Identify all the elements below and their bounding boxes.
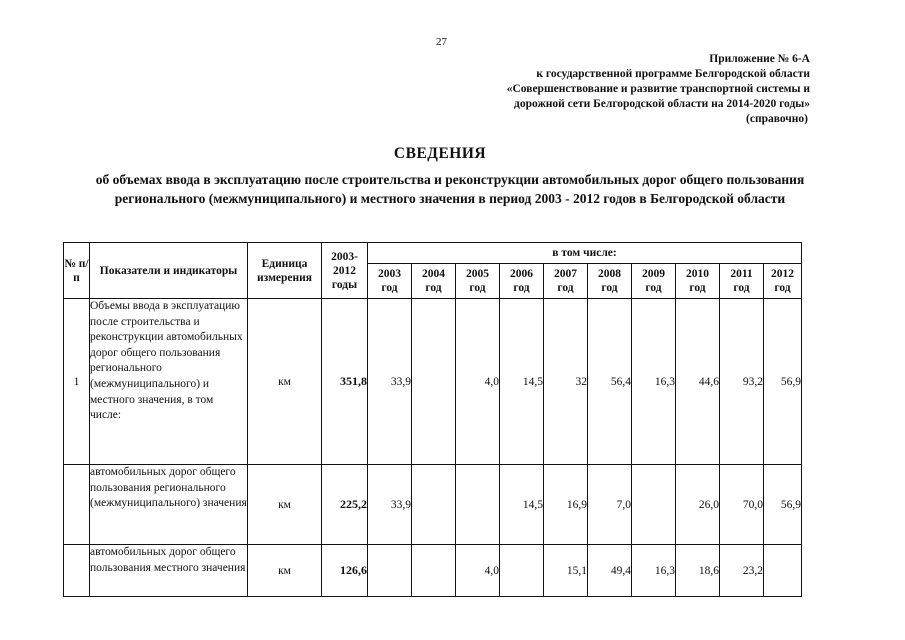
header-year-2004 [412,264,456,299]
document-title: СВЕДЕНИЯ [393,145,487,162]
header-year-unit: год [469,282,486,294]
row-unit: км [248,545,322,597]
row-value-2004 [412,465,456,545]
row-number: 1 [64,299,90,465]
row-value-2003: 33,9 [368,465,412,545]
appendix-line-3: «Совершенствование и развитие транспортной системы и [506,83,810,95]
row-value-2009 [632,465,676,545]
header-year-2006 [500,264,544,299]
row-value-2008: 56,4 [588,299,632,465]
header-year-2010 [676,264,720,299]
header-year-label: 2006 [510,268,533,280]
header-unit: Единица измерения [248,243,322,299]
header-year-unit: год [425,282,442,294]
row-value-2004 [412,545,456,597]
row-value-2006: 14,5 [500,299,544,465]
row-total: 351,8 [322,299,368,465]
row-unit: км [248,299,322,465]
row-value-2006: 14,5 [500,465,544,545]
header-year-label: 2009 [642,268,665,280]
header-year-label: 2012 [771,268,794,280]
table-row [64,465,802,545]
appendix-line-1: Приложение № 6-А [709,53,810,65]
row-value-2008: 7,0 [588,465,632,545]
row-value-2012: 56,9 [764,465,802,545]
row-value-2011: 93,2 [720,299,764,465]
header-num: № п/п [64,243,90,299]
header-year-label: 2007 [554,268,577,280]
header-year-label: 2008 [598,268,621,280]
row-value-2007: 32 [544,299,588,465]
row-value-2006 [500,545,544,597]
appendix-line-4: дорожной сети Белгородской области на 2014-2020 годы» [514,98,810,110]
row-indicator: автомобильных дорог общего пользования регионального (межмуниципального) значения [90,465,248,545]
header-year-2011 [720,264,764,299]
row-indicator: автомобильных дорог общего пользования местного значения [90,545,248,597]
header-year-label: 2010 [686,268,709,280]
row-value-2007: 16,9 [544,465,588,545]
row-value-2012: 56,9 [764,299,802,465]
header-year-2012 [764,264,802,299]
header-year-unit: год [689,282,706,294]
header-year-2005 [456,264,500,299]
header-year-unit: год [601,282,618,294]
row-number [64,465,90,545]
document-subtitle: об объемах ввода в эксплуатацию после строительства и реконструкции автомобильных дорог общего пользования регионального (межмуниципального) и местного значения в период 2003 - 2012 годов в Белгородской области [95,172,805,206]
header-year-unit: год [645,282,662,294]
row-value-2009: 16,3 [632,299,676,465]
row-value-2004 [412,299,456,465]
header-indicator: Показатели и индикаторы [90,243,248,299]
appendix-line-2: к государственной программе Белгородской области [536,68,810,80]
header-total: 2003-2012 годы [322,243,368,299]
appendix-header [450,52,810,127]
row-indicator: Объемы ввода в эксплуатацию после строительства и реконструкции автомобильных дорог общего пользования регионального (межмуниципального) и местного значения, в том числе: [90,299,248,465]
header-year-unit: год [774,282,791,294]
appendix-line-5: (справочно) [746,113,808,125]
row-value-2003: 33,9 [368,299,412,465]
header-year-label: 2011 [730,268,753,280]
table-row [64,545,802,597]
header-year-label: 2004 [422,268,445,280]
row-unit: км [248,465,322,545]
row-value-2009: 16,3 [632,545,676,597]
table-row [64,299,802,465]
row-value-2003 [368,545,412,597]
row-value-2005: 4,0 [456,545,500,597]
row-value-2007: 15,1 [544,545,588,597]
header-year-unit: год [733,282,750,294]
header-year-2003 [368,264,412,299]
data-table [63,242,802,597]
header-year-2007 [544,264,588,299]
row-value-2011: 23,2 [720,545,764,597]
row-value-2010: 18,6 [676,545,720,597]
header-including: в том числе: [368,243,802,264]
header-year-unit: год [513,282,530,294]
row-value-2010: 44,6 [676,299,720,465]
row-number [64,545,90,597]
header-year-label: 2003 [378,268,401,280]
page-number: 27 [436,36,447,48]
header-year-2009 [632,264,676,299]
row-value-2005 [456,465,500,545]
row-total: 126,6 [322,545,368,597]
header-year-unit: год [557,282,574,294]
header-year-label: 2005 [466,268,489,280]
row-total: 225,2 [322,465,368,545]
header-year-unit: год [381,282,398,294]
row-value-2011: 70,0 [720,465,764,545]
row-value-2005: 4,0 [456,299,500,465]
row-value-2010: 26,0 [676,465,720,545]
row-value-2012 [764,545,802,597]
header-year-2008 [588,264,632,299]
row-value-2008: 49,4 [588,545,632,597]
